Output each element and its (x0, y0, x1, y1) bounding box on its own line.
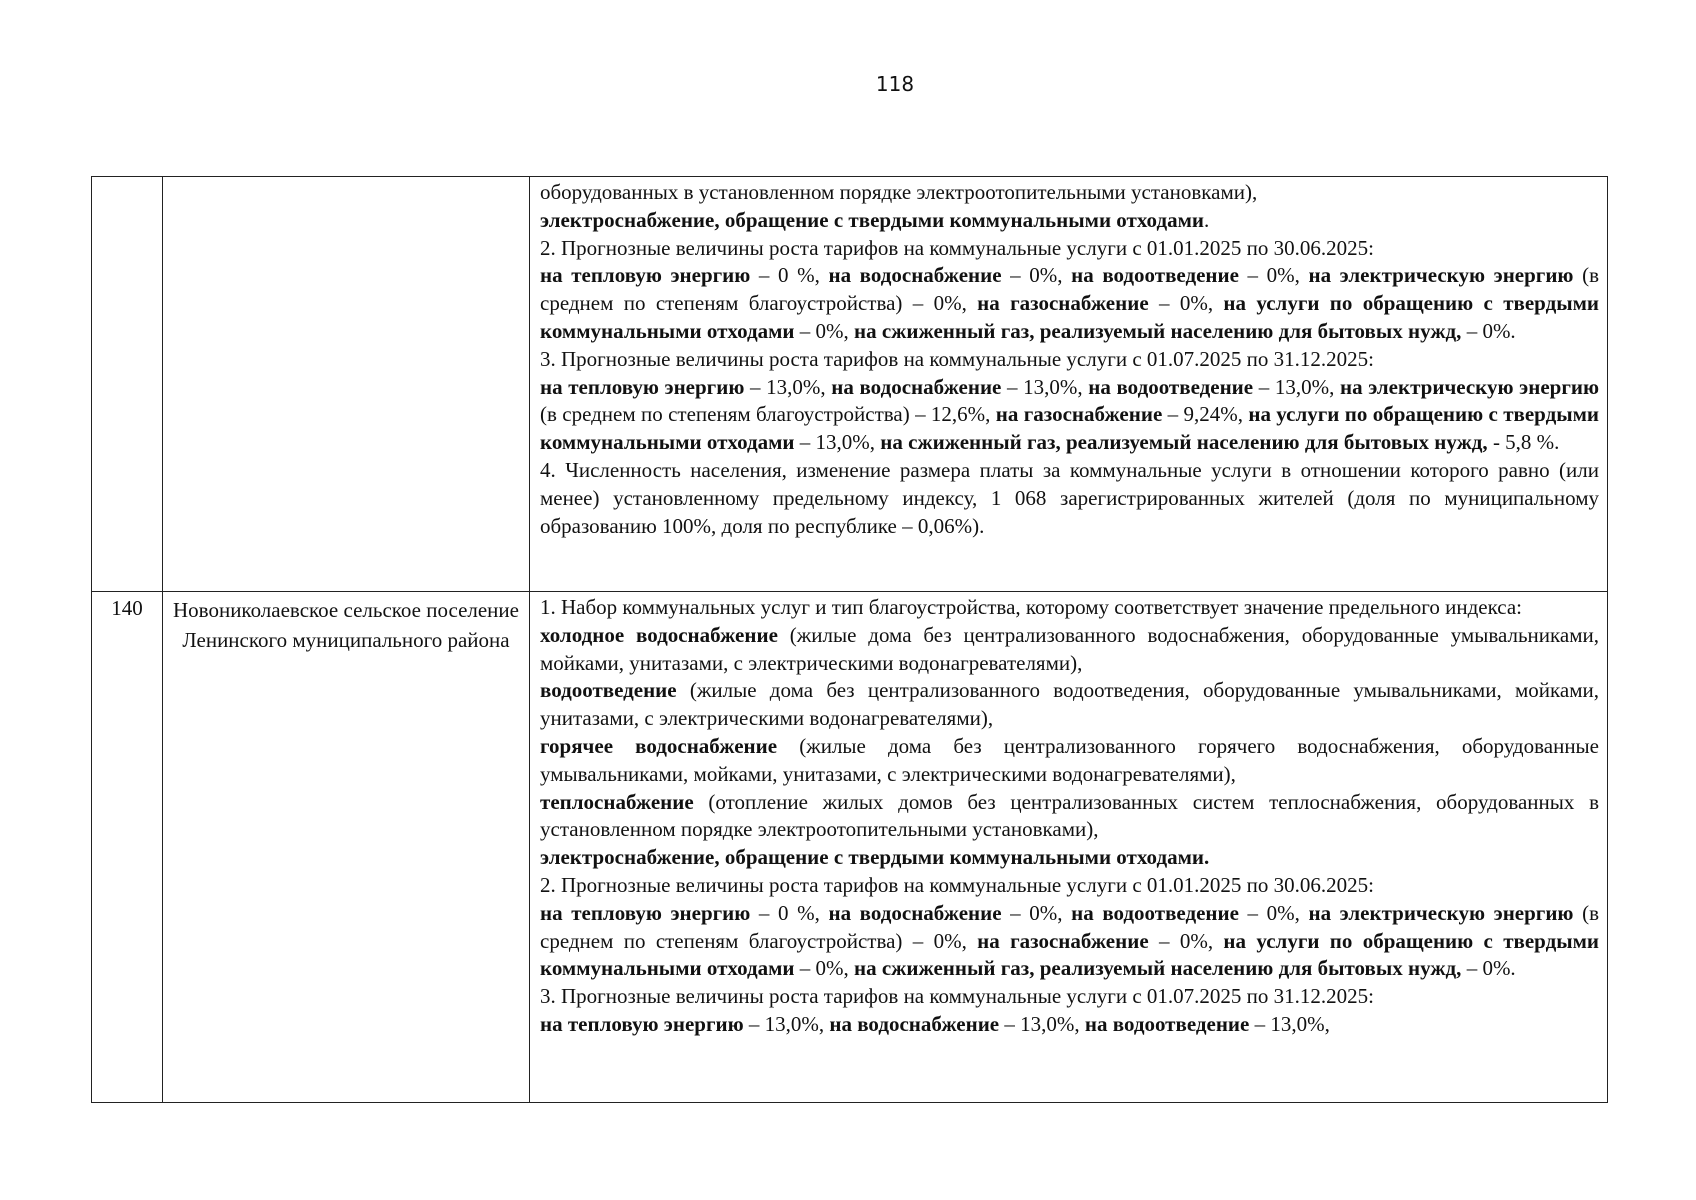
term-value: . (1203, 207, 1210, 232)
bold-term: на сжиженный газ, реализуемый населению для бытовых нужд, (854, 956, 1462, 981)
term-value: – 13,0%, (744, 374, 832, 399)
bold-term: электроснабжение, обращение с твердыми коммунальными отходами (540, 207, 1204, 232)
bold-term: на тепловую энергию (540, 900, 751, 925)
bold-term: на водоснабжение (828, 900, 1002, 925)
municipality-name (163, 177, 530, 592)
term-value: (жилые дома без централизованного водоотведения, оборудованные умывальниками, мойками, унитазами, с электрическими водонагревателями), (540, 678, 1599, 731)
municipality-name: Новониколаевское сельское поселение Ленинского муниципального района (163, 592, 530, 1103)
bold-term: на водоснабжение (829, 1011, 1000, 1036)
bold-term: на электрическую энергию (1308, 263, 1574, 288)
bold-term: теплоснабжение (540, 789, 694, 814)
bold-term: на тепловую энергию (540, 374, 745, 399)
term-value: – 0%, (794, 956, 855, 981)
forecast-2-values (540, 1011, 1599, 1039)
bold-term: горячее водоснабжение (540, 733, 778, 758)
term-value: – 0%, (1238, 900, 1309, 925)
bold-term: на сжиженный газ, реализуемый населению для бытовых нужд, (880, 430, 1488, 455)
bold-term: на услуги по обращению с твердыми коммунальными отходами (540, 291, 1600, 343)
services-electro-line (540, 844, 1599, 872)
table-row (92, 177, 1608, 592)
population-text: 4. Численность населения, изменение размера платы за коммунальные услуги в отношении которого равно (или менее) установленному предельному индексу, 1 068 зарегистрированных жителей (доля по муниципальному образованию 100%, доля по республике – 0,06%). (540, 457, 1599, 538)
bold-term: на газоснабжение (977, 291, 1149, 316)
term-value: – 0%, (1148, 928, 1224, 953)
table-row (92, 592, 1608, 1103)
page-number: 118 (875, 72, 915, 96)
term-value: – 13,0%, (999, 1011, 1085, 1036)
forecast-1-values (540, 262, 1599, 345)
forecast-2-values (540, 374, 1599, 457)
term-value: – 13,0%, (743, 1011, 830, 1036)
term-value: (в среднем по степеням благоустройства) – 0%, (540, 900, 1599, 953)
bold-term: на сжиженный газ, реализуемый населению для бытовых нужд, (854, 318, 1462, 343)
row-content (530, 592, 1608, 1103)
forecast-2-title: 3. Прогнозные величины роста тарифов на коммунальные услуги с 01.07.2025 по 31.12.2025: (540, 984, 1374, 1009)
bold-term: на электрическую энергию (1308, 900, 1574, 925)
term-value: – 0%, (1148, 291, 1224, 316)
row-content (530, 177, 1608, 592)
heat-tail-text: оборудованных в установленном порядке электроотопительными установками), (540, 180, 1258, 204)
term-value: – 0 %, (750, 900, 829, 925)
services-electro-line (540, 207, 1599, 235)
bold-term: на услуги по обращению с твердыми коммунальными отходами (540, 928, 1600, 981)
bold-term: на водоотведение (1071, 263, 1239, 288)
bold-term: на газоснабжение (995, 402, 1163, 427)
term-value: – 9,24%, (1162, 402, 1249, 427)
row-number (92, 177, 163, 592)
term-value: – 13,0%, (1001, 374, 1089, 399)
term-value: – 0%, (794, 318, 855, 343)
term-value: – 13,0%, (1249, 1011, 1330, 1036)
forecast-1-values (540, 900, 1599, 983)
service-hot-water (540, 733, 1599, 789)
term-value: – 13,0%, (794, 430, 881, 455)
term-value: (в среднем по степеням благоустройства) – 0%, (540, 263, 1599, 316)
term-value: – 13,0%, (1253, 374, 1340, 399)
term-value: – 0%, (1238, 263, 1309, 288)
bold-term: холодное водоснабжение (540, 622, 778, 647)
services-set-title: 1. Набор коммунальных услуг и тип благоустройства, которому соответствует значение предельного индекса: (540, 595, 1522, 619)
term-value: (жилые дома без централизованного водоснабжения, оборудованные умывальниками, мойками, унитазами, с электрическими водонагревателями), (540, 622, 1599, 675)
service-heating (540, 789, 1599, 845)
term-value: – 0%, (1001, 263, 1072, 288)
term-value: – 0%. (1461, 318, 1516, 343)
forecast-2-title: 3. Прогнозные величины роста тарифов на коммунальные услуги с 01.07.2025 по 31.12.2025: (540, 346, 1374, 371)
bold-term: на газоснабжение (977, 928, 1149, 953)
service-cold-water (540, 622, 1599, 678)
row-number: 140 (92, 592, 163, 1103)
bold-term: водоотведение (540, 678, 677, 703)
bold-term: на водоотведение (1088, 374, 1254, 399)
service-drainage (540, 677, 1599, 733)
term-value: - 5,8 %. (1487, 430, 1560, 455)
bold-term: на тепловую энергию (540, 1011, 744, 1036)
bold-term: на водоснабжение (831, 374, 1002, 399)
term-value: – 0 %, (750, 263, 829, 288)
bold-term: на электрическую энергию (1339, 374, 1600, 399)
bold-term: на водоснабжение (828, 263, 1002, 288)
term-value: (отопление жилых домов без централизованных систем теплоснабжения, оборудованных в установленном порядке электроотопительными установками), (540, 789, 1599, 842)
forecast-1-title: 2. Прогнозные величины роста тарифов на коммунальные услуги с 01.01.2025 по 30.06.2025: (540, 872, 1374, 897)
term-value: – 0%, (1001, 900, 1072, 925)
bold-term: на водоотведение (1071, 900, 1239, 925)
bold-term: на водоотведение (1084, 1011, 1250, 1036)
tariff-table (91, 176, 1608, 1103)
bold-term: электроснабжение, обращение с твердыми коммунальными отходами. (540, 845, 1210, 870)
bold-term: на услуги по обращению с твердыми коммунальными отходами (540, 402, 1600, 455)
term-value: – 0%. (1461, 956, 1516, 981)
term-value: (в среднем по степеням благоустройства) – 12,6%, (540, 402, 996, 427)
term-value: (жилые дома без централизованного горячего водоснабжения, оборудованные умывальниками, мойками, унитазами, с электрическими водонагревателями), (540, 733, 1599, 786)
bold-term: на тепловую энергию (540, 263, 751, 288)
forecast-1-title: 2. Прогнозные величины роста тарифов на коммунальные услуги с 01.01.2025 по 30.06.2025: (540, 235, 1374, 260)
